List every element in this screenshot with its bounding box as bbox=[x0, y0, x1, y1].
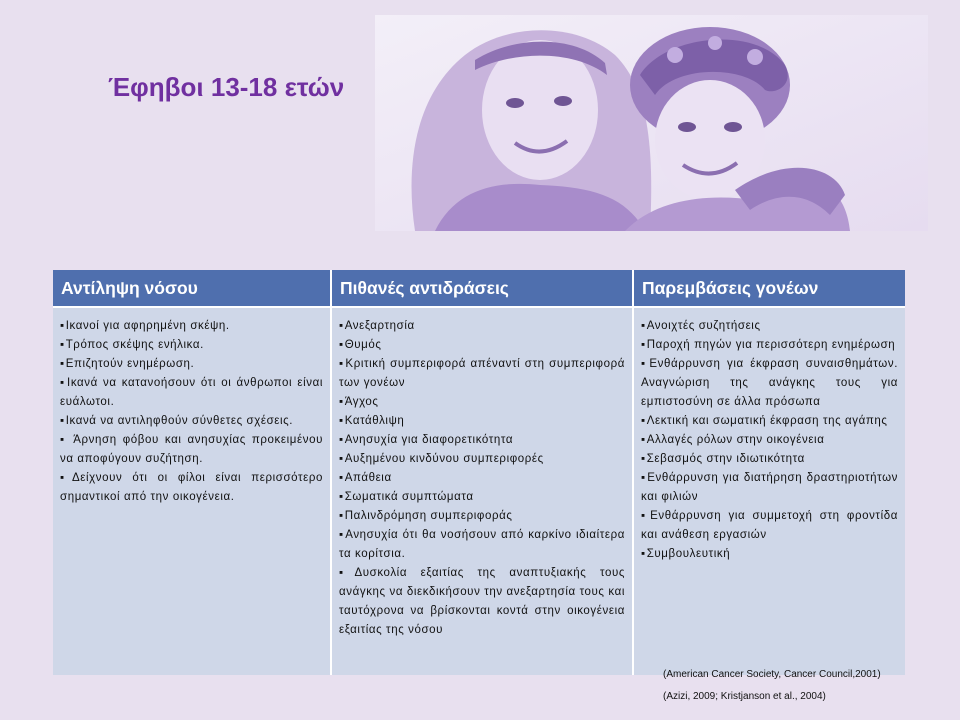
list-item: ▪ Λεκτική και σωματική έκφραση της αγάπης bbox=[641, 412, 898, 431]
list-item: ▪ Σωματικά συμπτώματα bbox=[339, 488, 625, 507]
list-item: ▪ Σεβασμός στην ιδιωτικότητα bbox=[641, 450, 898, 469]
list-item: ▪ Κατάθλιψη bbox=[339, 412, 625, 431]
list-item: ▪ Ενθάρρυνση για συμμετοχή στη φροντίδα και ανάθεση εργασιών bbox=[641, 507, 898, 545]
list-item: ▪ Παροχή πηγών για περισσότερη ενημέρωση bbox=[641, 336, 898, 355]
list-item: ▪ Συμβουλευτική bbox=[641, 545, 898, 564]
list-item: ▪ Αλλαγές ρόλων στην οικογένεια bbox=[641, 431, 898, 450]
list-item: ▪ Τρόπος σκέψης ενήλικα. bbox=[60, 336, 323, 355]
cell-illness-perception bbox=[53, 307, 331, 675]
slide-title: Έφηβοι 13-18 ετών bbox=[108, 72, 345, 102]
list-item: ▪ Ικανά να κατανοήσουν ότι οι άνθρωποι είναι ευάλωτοι. bbox=[60, 374, 323, 412]
references bbox=[663, 664, 881, 708]
cell-parent-interventions bbox=[633, 307, 905, 675]
list-item: ▪ Θυμός bbox=[339, 336, 625, 355]
list-item: ▪ Ενθάρρυνση για έκφραση συναισθημάτων. Αναγνώριση της ανάγκης τους για εμπιστοσύνη σε άλλα πρόσωπα bbox=[641, 355, 898, 412]
list-item: ▪ Απάθεια bbox=[339, 469, 625, 488]
reference-line: (American Cancer Society, Cancer Council,2001) bbox=[663, 669, 881, 680]
cell-possible-reactions bbox=[331, 307, 633, 675]
list-item: ▪ Ενθάρρυνση για διατήρηση δραστηριοτήτων και φιλιών bbox=[641, 469, 898, 507]
list-item: ▪ Κριτική συμπεριφορά απέναντί στη συμπεριφορά των γονέων bbox=[339, 355, 625, 393]
list-item: ▪ Άγχος bbox=[339, 393, 625, 412]
header-possible-reactions: Πιθανές αντιδράσεις bbox=[331, 270, 633, 307]
list-item: ▪ Δείχνουν ότι οι φίλοι είναι περισσότερο σημαντικοί από την οικογένεια. bbox=[60, 469, 323, 507]
table-row bbox=[53, 307, 905, 675]
list-item: ▪ Ανοιχτές συζητήσεις bbox=[641, 317, 898, 336]
list-item: ▪ Αυξημένου κινδύνου συμπεριφορές bbox=[339, 450, 625, 469]
list-item: ▪ Παλινδρόμηση συμπεριφοράς bbox=[339, 507, 625, 526]
list-item: ▪ Άρνηση φόβου και ανησυχίας προκειμένου να αποφύγουν συζήτηση. bbox=[60, 431, 323, 469]
list-item: ▪ Ικανά να αντιληφθούν σύνθετες σχέσεις. bbox=[60, 412, 323, 431]
list-item: ▪ Επιζητούν ενημέρωση. bbox=[60, 355, 323, 374]
table-header-row bbox=[53, 270, 905, 307]
header-parent-interventions: Παρεμβάσεις γονέων bbox=[633, 270, 905, 307]
two-teenage-girls-photo-icon bbox=[375, 15, 928, 231]
list-item: ▪ Ανησυχία ότι θα νοσήσουν από καρκίνο ιδιαίτερα τα κορίτσια. bbox=[339, 526, 625, 564]
reference-line: (Azizi, 2009; Kristjanson et al., 2004) bbox=[663, 691, 826, 702]
info-table bbox=[53, 270, 905, 675]
list-item: ▪ Ανησυχία για διαφορετικότητα bbox=[339, 431, 625, 450]
header-illness-perception: Αντίληψη νόσου bbox=[53, 270, 331, 307]
list-item: ▪ Ανεξαρτησία bbox=[339, 317, 625, 336]
list-item: ▪ Ικανοί για αφηρημένη σκέψη. bbox=[60, 317, 323, 336]
list-item: ▪ Δυσκολία εξαιτίας της αναπτυξιακής τους ανάγκης να διεκδικήσουν την ανεξαρτησία τους και ταυτόχρονα να βρίσκονται κοντά στην οικογένεια εξαιτίας της νόσου bbox=[339, 564, 625, 640]
